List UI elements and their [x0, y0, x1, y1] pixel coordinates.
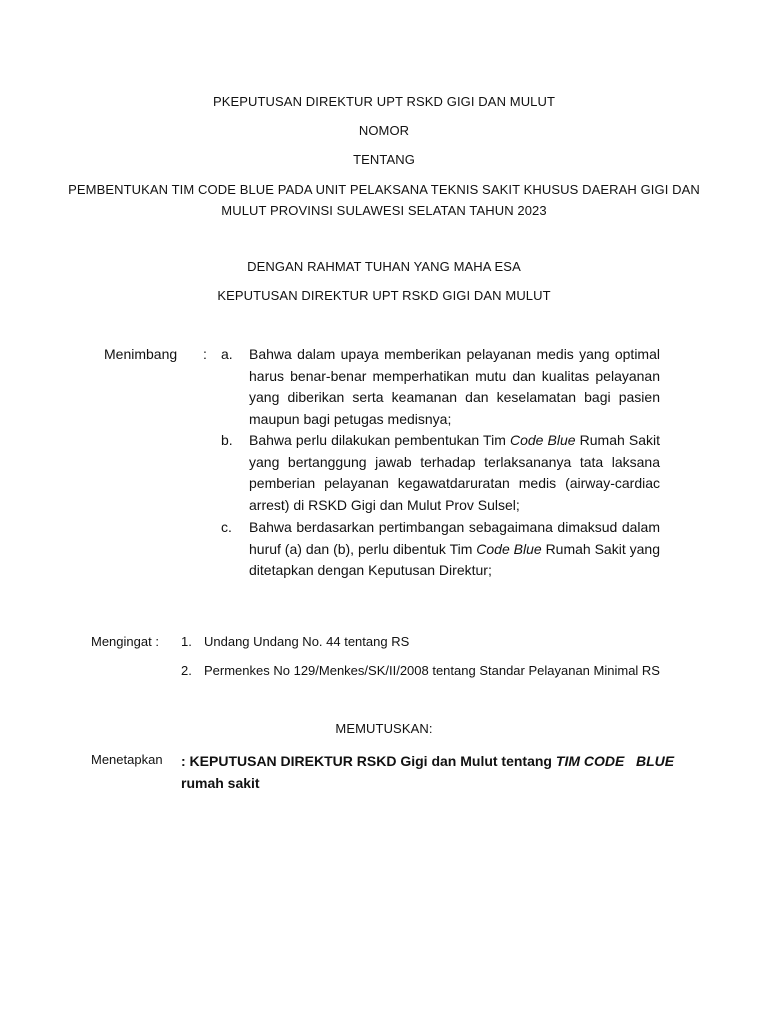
mengingat-item-number: 2. — [181, 663, 192, 678]
menimbang-label: Menimbang — [104, 346, 178, 362]
doc-subject-line2: MULUT PROVINSI SULAWESI SELATAN TAHUN 2023 — [221, 203, 547, 218]
italic-term: TIM CODE BLUE — [555, 753, 675, 769]
doc-tentang: TENTANG — [353, 152, 415, 167]
text-segment: : KEPUTUSAN DIREKTUR RSKD Gigi dan Mulut tentang — [181, 753, 556, 769]
menimbang-item-letter: a. — [221, 346, 233, 362]
text-segment: Bahwa perlu dilakukan pembentukan Tim — [249, 432, 510, 448]
doc-keputusan-heading: KEPUTUSAN DIREKTUR UPT RSKD GIGI DAN MULUT — [217, 288, 551, 303]
menetapkan-text — [181, 750, 681, 794]
mengingat-label: Mengingat : — [91, 634, 159, 649]
menimbang-colon: : — [203, 346, 207, 362]
menimbang-item-letter: c. — [221, 519, 232, 535]
menimbang-item-letter: b. — [221, 432, 233, 448]
doc-subject-line1: PEMBENTUKAN TIM CODE BLUE PADA UNIT PELAKSANA TEKNIS SAKIT KHUSUS DAERAH GIGI DAN — [68, 182, 700, 197]
text-segment: rumah sakit — [181, 775, 260, 791]
doc-subject — [0, 179, 768, 221]
text-segment: Rumah Sakit yang ditetapkan dengan Keputusan Direktur; — [249, 540, 660, 579]
menimbang-item-text — [249, 430, 660, 516]
mengingat-item-text: Permenkes No 129/Menkes/SK/II/2008 tentang Standar Pelayanan Minimal RS — [204, 663, 660, 678]
menetapkan-label: Menetapkan — [91, 752, 163, 767]
text-segment: Bahwa berdasarkan pertimbangan sebagaimana dimaksud dalam huruf (a) dan (b), perlu dibentuk Tim — [249, 519, 660, 557]
italic-term: Code Blue — [476, 540, 542, 557]
menimbang-item-text: Bahwa dalam upaya memberikan pelayanan medis yang optimal harus benar-benar memperhatikan mutu dan kualitas pelayanan yang diberikan serta keamanan dan keselamatan bagi pasien maupun bagi petugas medisnya; — [249, 346, 660, 427]
mengingat-item-number: 1. — [181, 634, 192, 649]
doc-title: PKEPUTUSAN DIREKTUR UPT RSKD GIGI DAN MULUT — [212, 94, 556, 109]
mengingat-item-text: Undang Undang No. 44 tentang RS — [204, 634, 410, 649]
doc-rahmat: DENGAN RAHMAT TUHAN YANG MAHA ESA — [247, 259, 521, 274]
doc-number-label: NOMOR — [358, 123, 410, 138]
italic-term: Code Blue — [509, 432, 576, 448]
menimbang-item-text — [249, 517, 660, 582]
memutuskan-heading: MEMUTUSKAN: — [335, 721, 433, 736]
text-segment: Rumah Sakit yang bertanggung jawab terhadap terlaksananya tata laksana pemberian pelayanan kegawatdaruratan medis (airway-cardiac arrest) di RSKD Gigi dan Mulut Prov Sulsel; — [249, 432, 660, 513]
